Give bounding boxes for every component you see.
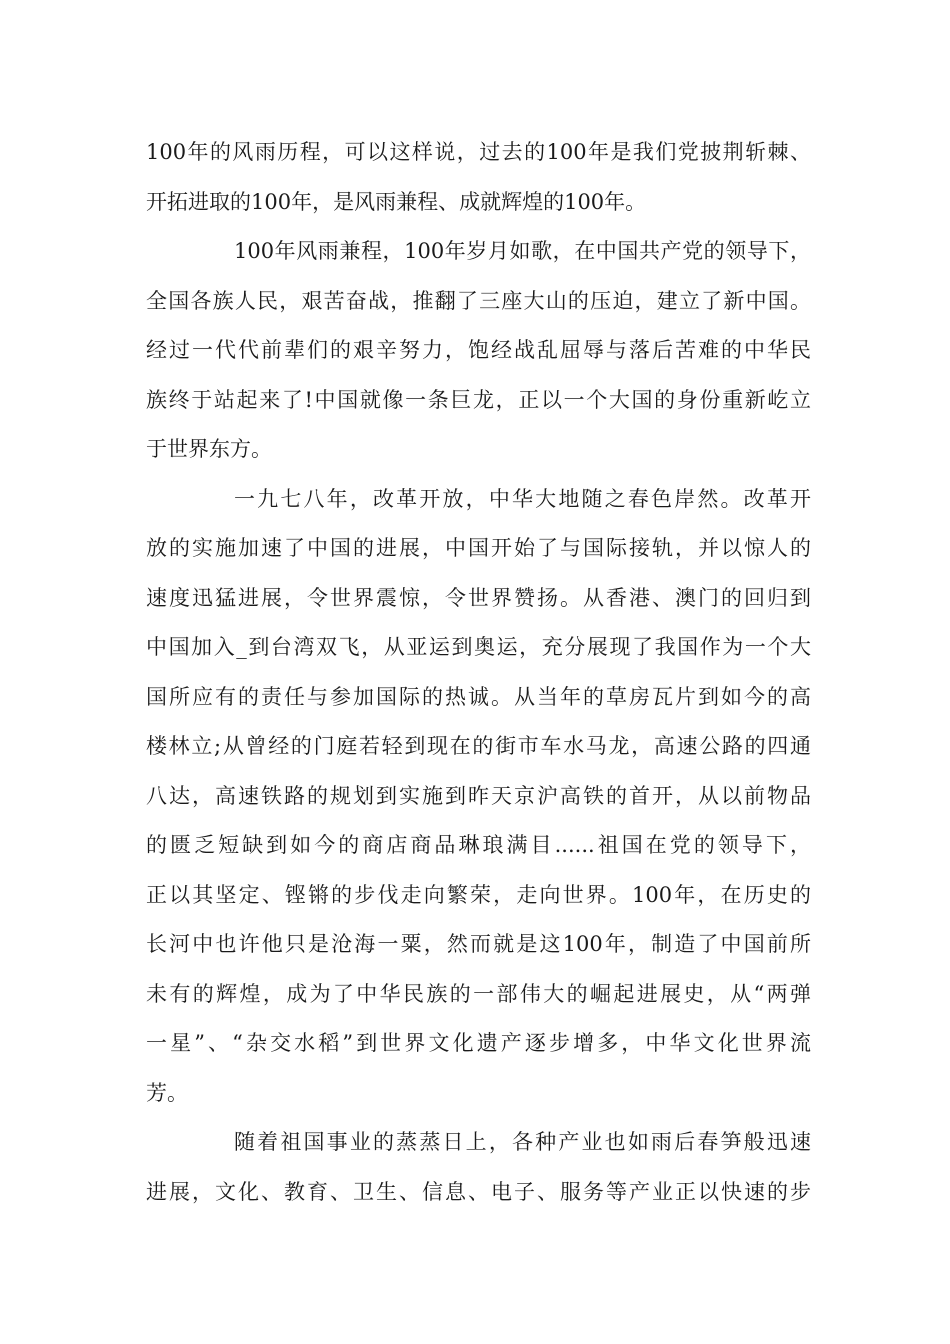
text-line: 一星”、“杂交水稻”到世界文化遗产逐步增多，中华文化世界流	[146, 1031, 811, 1055]
text-line: 国所应有的责任与参加国际的热诚。从当年的草房瓦片到如今的高	[146, 684, 811, 709]
text-line: 族终于站起来了!中国就像一条巨龙，正以一个大国的身份重新屹立	[146, 387, 811, 412]
text-line: 于世界东方。	[146, 437, 272, 461]
text-line: 芳。	[146, 1080, 188, 1105]
text-line: 放的实施加速了中国的进展，中国开始了与国际接轨，并以惊人的	[146, 536, 811, 560]
text-line: 开拓进取的100年，是风雨兼程、成就辉煌的100年。	[146, 189, 647, 214]
text-line: 长河中也许他只是沧海一粟，然而就是这100年，制造了中国前所	[146, 932, 811, 956]
text-line: 八达，高速铁路的规划到实施到昨天京沪高铁的首开，从以前物品	[146, 783, 811, 808]
text-line: 经过一代代前辈们的艰辛努力，饱经战乱屈辱与落后苦难的中华民	[146, 338, 811, 362]
text-line: 全国各族人民，艰苦奋战，推翻了三座大山的压迫，建立了新中国。	[146, 288, 811, 313]
text-line: 未有的辉煌，成为了中华民族的一部伟大的崛起进展史，从“两弹	[146, 981, 811, 1006]
text-line: 楼林立;从曾经的门庭若轻到现在的街市车水马龙，高速公路的四通	[146, 734, 811, 758]
text-line: 的匮乏短缺到如今的商店商品琳琅满目......祖国在党的领导下，	[146, 833, 811, 857]
paragraph-first-line: 一九七八年，改革开放，中华大地随之春色岸然。改革开	[234, 486, 811, 511]
text-line: 100年的风雨历程，可以这样说，过去的100年是我们党披荆斩棘、	[146, 140, 811, 164]
text-line: 速度迅猛进展，令世界震惊，令世界赞扬。从香港、澳门的回归到	[146, 585, 811, 610]
document-body	[146, 128, 811, 1217]
text-line: 正以其坚定、铿锵的步伐走向繁荣，走向世界。100年，在历史的	[146, 882, 811, 907]
text-line: 中国加入_到台湾双飞，从亚运到奥运，充分展现了我国作为一个大	[146, 635, 811, 659]
paragraph-first-line: 随着祖国事业的蒸蒸日上，各种产业也如雨后春笋般迅速	[234, 1130, 811, 1154]
paragraph-first-line: 100年风雨兼程，100年岁月如歌，在中国共产党的领导下，	[234, 239, 811, 263]
text-line: 进展，文化、教育、卫生、信息、电子、服务等产业正以快速的步	[146, 1179, 811, 1204]
